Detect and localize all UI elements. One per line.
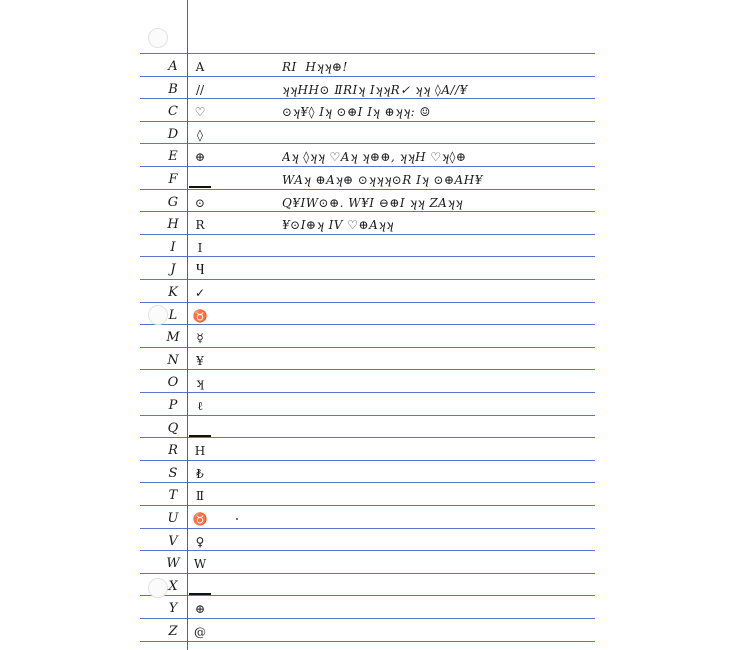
key-symbol: ¥	[196, 353, 204, 368]
key-letter: V	[168, 533, 178, 549]
margin-line	[187, 0, 188, 650]
key-letter: N	[167, 352, 179, 368]
key-symbol: ⊙	[194, 195, 206, 210]
key-letter: J	[170, 262, 176, 278]
key-letter: H	[167, 217, 179, 233]
key-symbol	[189, 418, 211, 440]
key-symbol: A	[195, 60, 205, 74]
key-letter: S	[168, 465, 178, 481]
key-letter: O	[167, 375, 179, 391]
message-line: Q¥IW⊙⊕. W¥I ⊖⊕I ʞʞ ZAʞʞ	[282, 195, 463, 210]
key-symbol: ✓	[194, 286, 206, 300]
key-symbol: ☿	[196, 331, 204, 346]
key-letter: R	[168, 443, 178, 459]
key-letter: K	[168, 285, 178, 300]
key-letter: T	[168, 488, 178, 504]
message-line: RI Hʞʞ⊕!	[282, 60, 348, 74]
key-letter: E	[168, 149, 178, 165]
key-symbol: ◊	[197, 127, 203, 142]
key-symbol: Ⅱ	[195, 489, 205, 504]
key-symbol: ʞ	[196, 376, 204, 391]
message-line: ¥⊙I⊕ʞ IV ♡⊕Aʞʞ	[282, 218, 394, 233]
key-symbol	[189, 169, 211, 191]
ink-dot	[236, 518, 238, 520]
key-letter: G	[167, 194, 179, 210]
key-letter: Z	[168, 624, 178, 639]
message-line: ⊙ʞ¥◊ Iʞ ⊙⊕I Iʞ ⊕ʞʞ: ☺	[282, 105, 431, 120]
key-symbol: @	[194, 625, 206, 639]
ruled-line	[140, 53, 595, 54]
key-symbol: W	[193, 557, 207, 572]
key-symbol: ℓ	[197, 399, 203, 413]
key-letter: W	[166, 556, 180, 572]
key-symbol: R	[195, 218, 205, 233]
key-letter: F	[168, 172, 178, 187]
key-symbol: H	[194, 444, 206, 459]
key-letter: D	[167, 126, 179, 142]
key-letter: C	[168, 104, 178, 120]
key-letter: A	[168, 59, 178, 74]
key-symbol: ₺	[196, 466, 204, 481]
notebook-page	[140, 0, 595, 650]
key-symbol: ⊕	[194, 602, 206, 617]
punch-hole	[148, 28, 168, 48]
key-letter: Q	[167, 420, 179, 436]
key-symbol: ♀	[195, 534, 205, 549]
key-symbol: //	[195, 82, 205, 97]
key-letter: Y	[168, 601, 178, 617]
key-letter: L	[168, 307, 178, 323]
message-line: Aʞ ◊ʞʞ ♡Aʞ ʞ⊕⊕, ʞʞH ♡ʞ◊⊕	[282, 150, 467, 165]
key-symbol: ⊕	[194, 150, 206, 165]
key-letter: P	[168, 398, 178, 413]
key-letter: M	[166, 330, 180, 346]
key-symbol: ♉	[192, 512, 208, 526]
key-letter: B	[168, 81, 178, 97]
key-symbol: Ⴗ	[195, 263, 205, 278]
key-symbol	[189, 576, 211, 598]
message-line	[282, 124, 587, 146]
key-symbol: ♉	[192, 308, 208, 323]
message-line: WAʞ ⊕Aʞ⊕ ⊙ʞʞʞ⊙R Iʞ ⊙⊕AH¥	[282, 173, 483, 187]
key-letter: I	[170, 239, 176, 255]
key-symbol: I	[197, 240, 203, 255]
message-line: ʞʞHH⊙ ⅡRIʞ IʞʞR✓ ʞʞ ◊A//¥	[282, 82, 468, 97]
key-symbol: ♡	[194, 105, 206, 120]
key-letter: X	[168, 578, 178, 594]
key-letter: U	[167, 511, 179, 526]
